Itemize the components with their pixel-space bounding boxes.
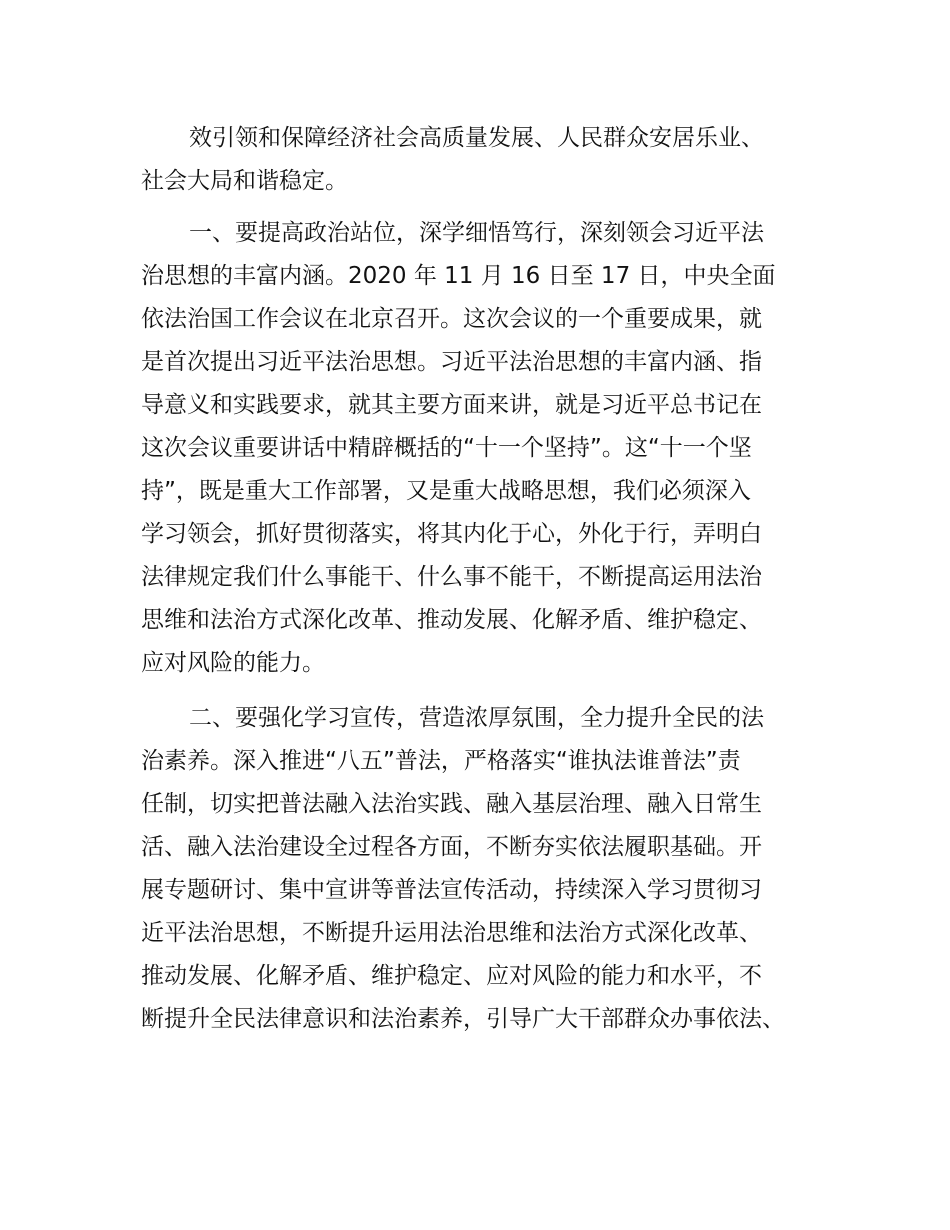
text-line: 治素养。深入推进“八五”普法，严格落实“谁执法谁普法”责: [141, 748, 741, 774]
text-line: 推动发展、化解矛盾、维护稳定、应对风险的能力和水平，不: [141, 963, 762, 989]
text-line: 效引领和保障经济社会高质量发展、人民群众安居乐业、: [189, 125, 764, 151]
text-line: 这次会议重要讲话中精辟概括的“十一个坚持”。这“十一个坚: [141, 435, 752, 461]
text-line: 展专题研讨、集中宣讲等普法宣传活动，持续深入学习贯彻习: [141, 877, 762, 903]
text-line: 任制，切实把普法融入法治实践、融入基层治理、融入日常生: [141, 791, 762, 817]
text-line: 持”，既是重大工作部署，又是重大战略思想，我们必须深入: [141, 478, 751, 504]
text-line: 活、融入法治建设全过程各方面，不断夯实依法履职基础。开: [141, 834, 762, 860]
paragraph-1: [141, 117, 811, 203]
text-line: 近平法治思想，不断提升运用法治思维和法治方式深化改革、: [141, 920, 762, 946]
text-line: 导意义和实践要求，就其主要方面来讲，就是习近平总书记在: [141, 392, 762, 418]
text-line: 断提升全民法律意识和法治素养，引导广大干部群众办事依法、: [141, 1006, 785, 1032]
text-line: 一、要提高政治站位，深学细悟笃行，深刻领会习近平法: [189, 220, 764, 246]
text-line: 治思想的丰富内涵。2020 年 11 月 16 日至 17 日，中央全面: [141, 263, 776, 289]
text-line: 法律规定我们什么事能干、什么事不能干，不断提高运用法治: [141, 564, 762, 590]
text-line: 思维和法治方式深化改革、推动发展、化解矛盾、维护稳定、: [141, 607, 762, 633]
text-line: 学习领会，抓好贯彻落实，将其内化于心，外化于行，弄明白: [141, 521, 762, 547]
text-line: 依法治国工作会议在北京召开。这次会议的一个重要成果，就: [141, 306, 762, 332]
paragraph-2: [141, 212, 811, 685]
text-line: 是首次提出习近平法治思想。习近平法治思想的丰富内涵、指: [141, 349, 762, 375]
text-line: 社会大局和谐稳定。: [141, 168, 348, 194]
text-line: 应对风险的能力。: [141, 650, 325, 676]
paragraph-3: [141, 697, 811, 1041]
text-line: 二、要强化学习宣传，营造浓厚氛围，全力提升全民的法: [189, 705, 764, 731]
